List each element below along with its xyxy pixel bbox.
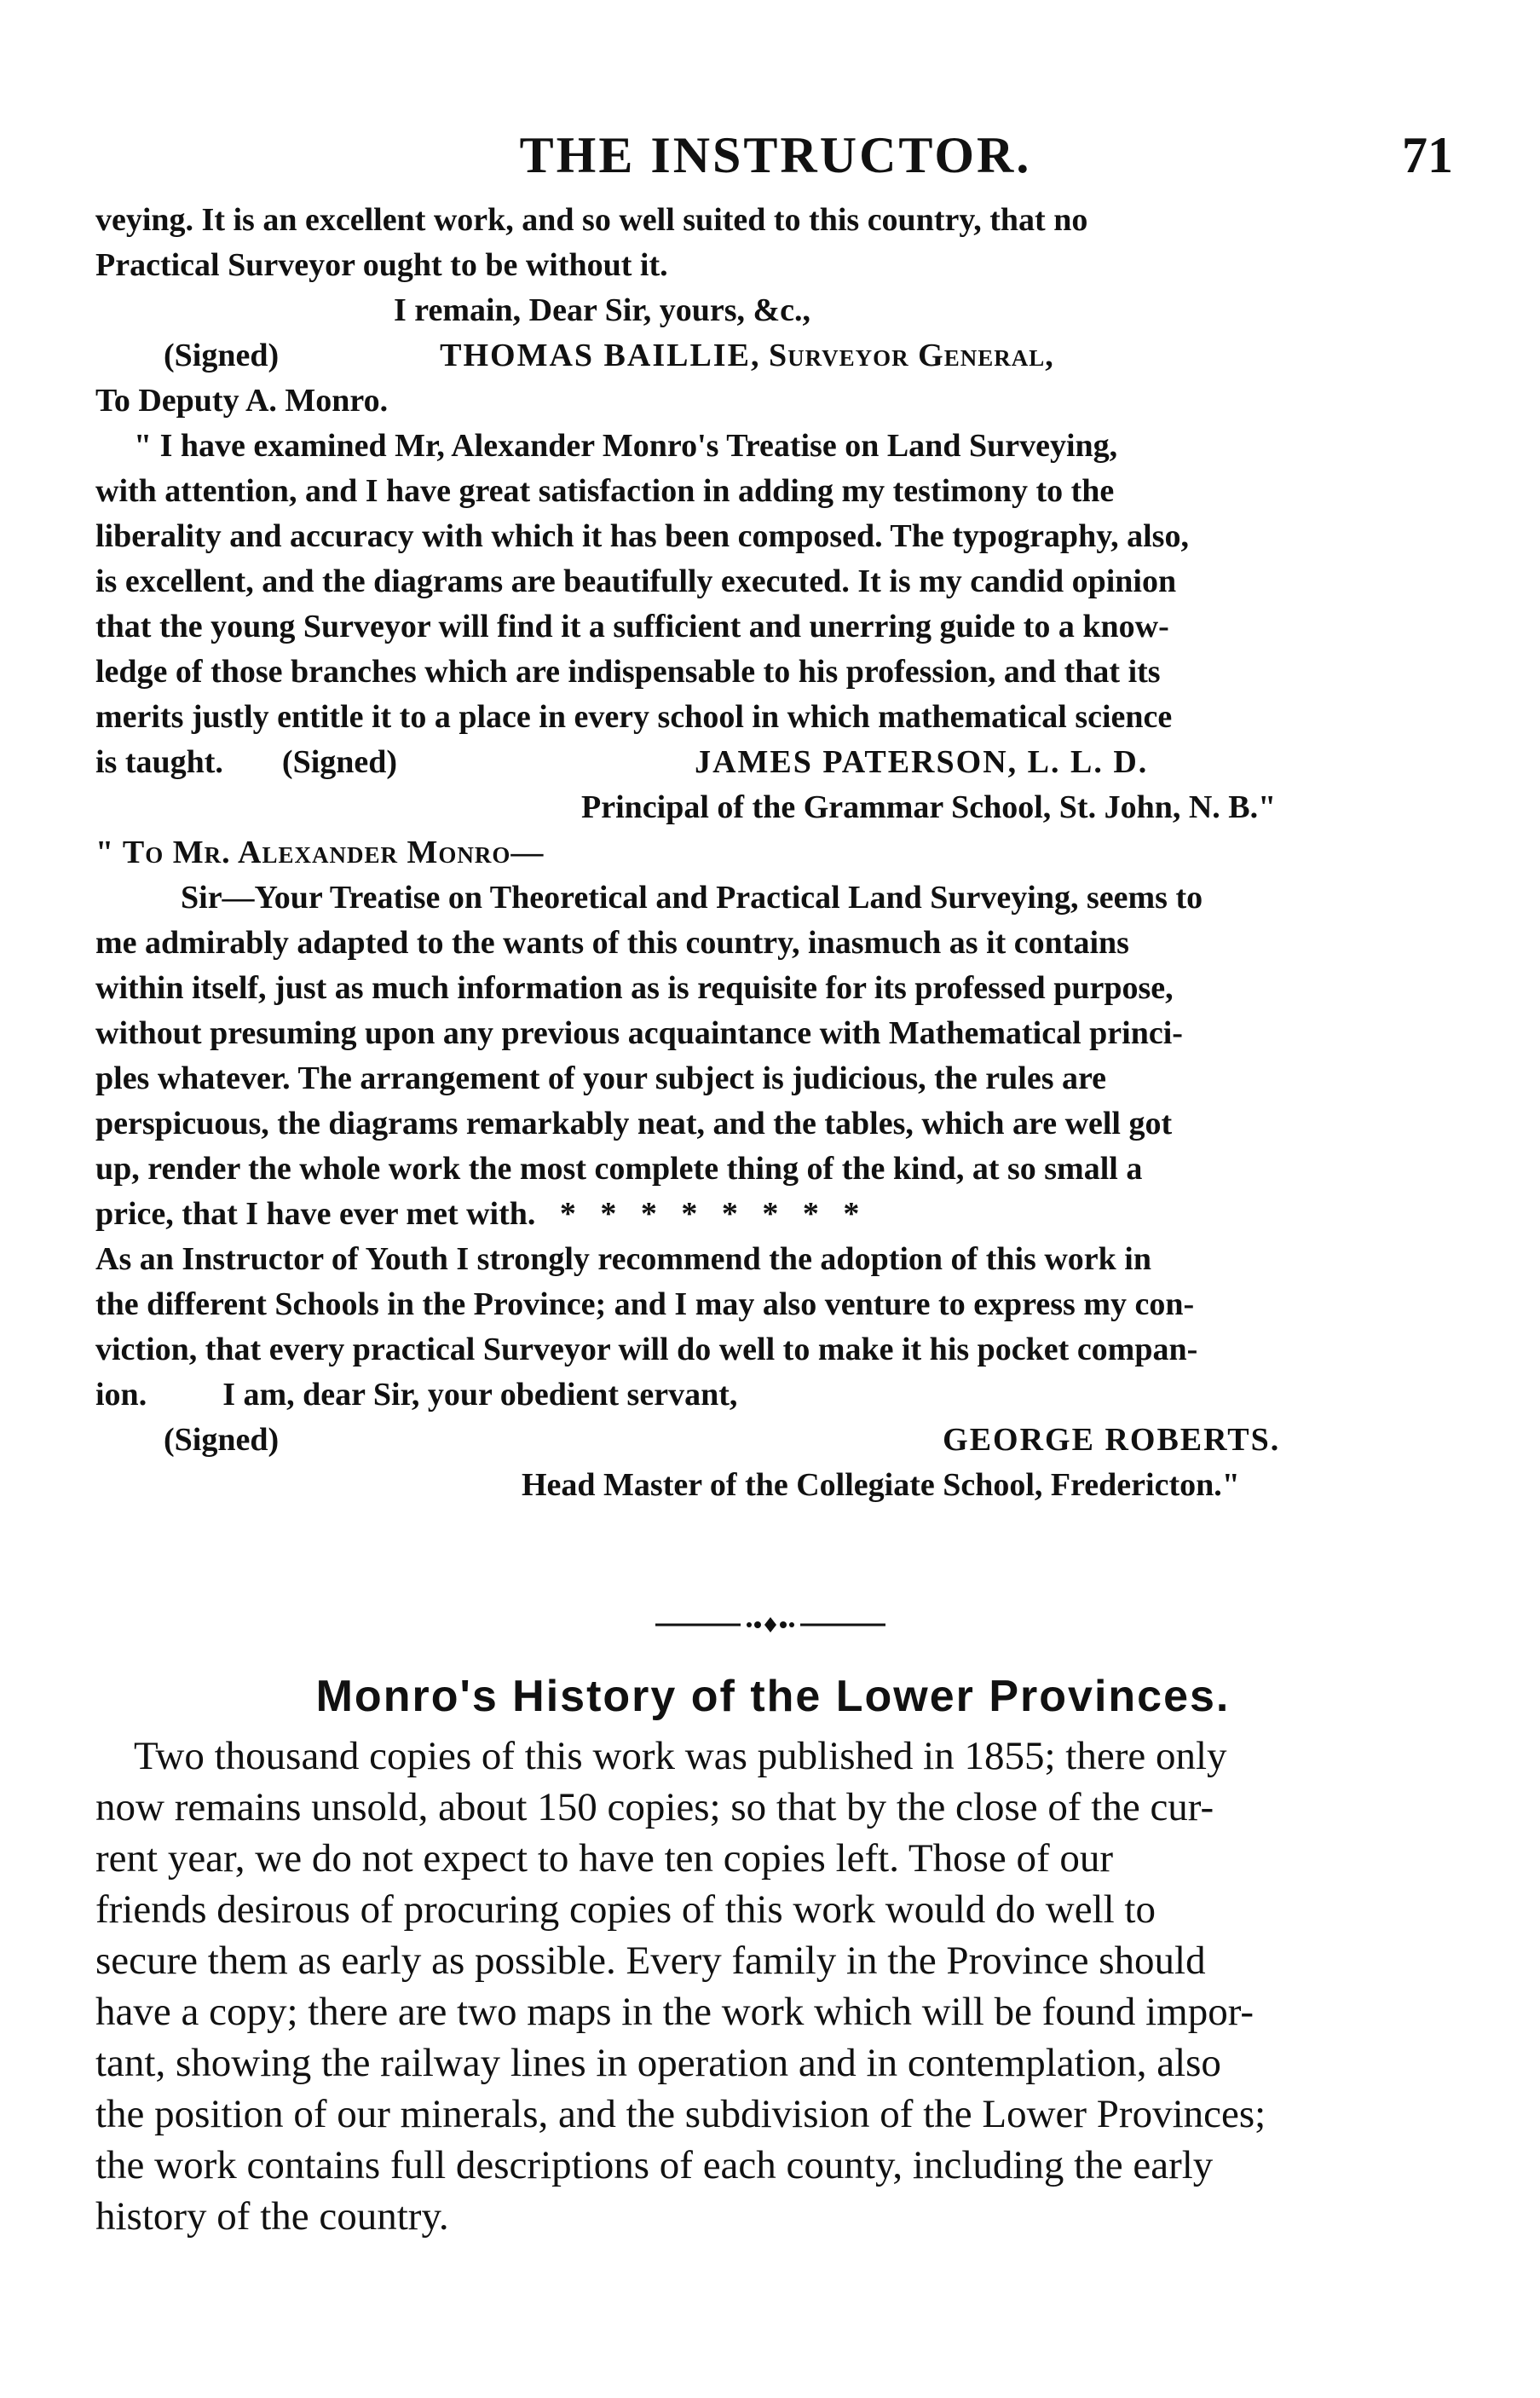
baillie-signature-line	[95, 333, 1451, 378]
advertisement-section	[95, 1662, 1451, 2242]
advertisement-line: friends desirous of procuring copies of this work would do well to	[95, 1887, 1156, 1932]
roberts-line: price, that I have ever met with. * * * * * * * *	[95, 1196, 860, 1232]
baillie-closing: I remain, Dear Sir, yours, &c.,	[394, 292, 811, 328]
paterson-line: liberality and accuracy with which it has been composed. The typography, also,	[95, 518, 1189, 554]
roberts-line: viction, that every practical Surveyor will do well to make it his pocket compan-	[95, 1332, 1198, 1367]
advertisement-line: rent year, we do not expect to have ten copies left. Those of our	[95, 1836, 1114, 1881]
roberts-title: Head Master of the Collegiate School, Fredericton."	[522, 1467, 1240, 1503]
running-title: THE INSTRUCTOR.	[519, 127, 1032, 183]
advertisement-line: secure them as early as possible. Every family in the Province should	[95, 1939, 1206, 1983]
page-header	[98, 126, 1453, 186]
advertisement-line: the work contains full descriptions of each county, including the early	[95, 2143, 1214, 2187]
paterson-last-text: is taught.	[95, 744, 223, 780]
roberts-signature-line	[95, 1418, 1451, 1463]
ornament-rule-icon	[655, 1612, 885, 1638]
baillie-line-1: veying. It is an excellent work, and so well suited to this country, that no	[95, 202, 1088, 238]
advertisement-title: Monro's History of the Lower Provinces.	[315, 1672, 1231, 1721]
ornamental-divider	[0, 1608, 1540, 1642]
paterson-name: JAMES PATERSON, L. L. D.	[695, 744, 1149, 780]
roberts-signed: (Signed)	[164, 1422, 280, 1458]
baillie-line-2: Practical Surveyor ought to be without it.	[95, 247, 668, 283]
paterson-line: is excellent, and the diagrams are beautifully executed. It is my candid opinion	[95, 563, 1177, 599]
roberts-line: perspicuous, the diagrams remarkably neat, and the tables, which are well got	[95, 1106, 1173, 1141]
paterson-signature-line	[95, 740, 1451, 785]
advertisement-line: history of the country.	[95, 2194, 449, 2239]
advertisement-line: the position of our minerals, and the subdivision of the Lower Provinces;	[95, 2092, 1266, 2136]
paterson-title: Principal of the Grammar School, St. John, N. B."	[581, 789, 1277, 825]
roberts-name: GEORGE ROBERTS.	[943, 1422, 1281, 1458]
paterson-line: merits justly entitle it to a place in every school in which mathematical science	[95, 699, 1173, 735]
baillie-title: Surveyor General,	[768, 338, 1054, 373]
advertisement-line: now remains unsold, about 150 copies; so that by the close of the cur-	[95, 1785, 1214, 1829]
roberts-line: ples whatever. The arrangement of your subject is judicious, the rules are	[95, 1060, 1107, 1096]
paterson-line: that the young Surveyor will find it a sufficient and unerring guide to a know-	[95, 609, 1169, 644]
paterson-line: ledge of those branches which are indispensable to his profession, and that its	[95, 654, 1161, 690]
roberts-line: As an Instructor of Youth I strongly recommend the adoption of this work in	[95, 1241, 1151, 1277]
roberts-closing-line	[95, 1372, 1451, 1418]
paterson-line: with attention, and I have great satisfaction in adding my testimony to the	[95, 473, 1115, 509]
roberts-addressee: " To Mr. Alexander Monro—	[95, 835, 545, 870]
roberts-line: within itself, just as much information as is requisite for its professed purpose,	[95, 970, 1174, 1006]
testimonials-section	[95, 198, 1451, 1508]
baillie-name: THOMAS BAILLIE,	[440, 338, 761, 373]
advertisement-line: have a copy; there are two maps in the work which will be found impor-	[95, 1990, 1254, 2034]
paterson-line: " I have examined Mr, Alexander Monro's Treatise on Land Surveying,	[134, 428, 1118, 464]
baillie-addressee: To Deputy A. Monro.	[95, 383, 389, 419]
roberts-line: without presuming upon any previous acquaintance with Mathematical princi-	[95, 1015, 1183, 1051]
page-number: 71	[1402, 127, 1453, 183]
advertisement-line: Two thousand copies of this work was published in 1855; there only	[134, 1734, 1227, 1778]
paterson-signed: (Signed)	[281, 744, 398, 780]
roberts-closing-b: I am, dear Sir, your obedient servant,	[222, 1377, 738, 1413]
roberts-line: Sir—Your Treatise on Theoretical and Practical Land Surveying, seems to	[181, 880, 1203, 916]
roberts-line: the different Schools in the Province; and I may also venture to express my con-	[95, 1286, 1195, 1322]
advertisement-line: tant, showing the railway lines in operation and in contemplation, also	[95, 2041, 1221, 2085]
roberts-closing-a: ion.	[95, 1377, 147, 1413]
roberts-line: up, render the whole work the most complete thing of the kind, at so small a	[95, 1151, 1143, 1187]
roberts-line: me admirably adapted to the wants of this country, inasmuch as it contains	[95, 925, 1129, 961]
baillie-signed: (Signed)	[164, 338, 280, 373]
